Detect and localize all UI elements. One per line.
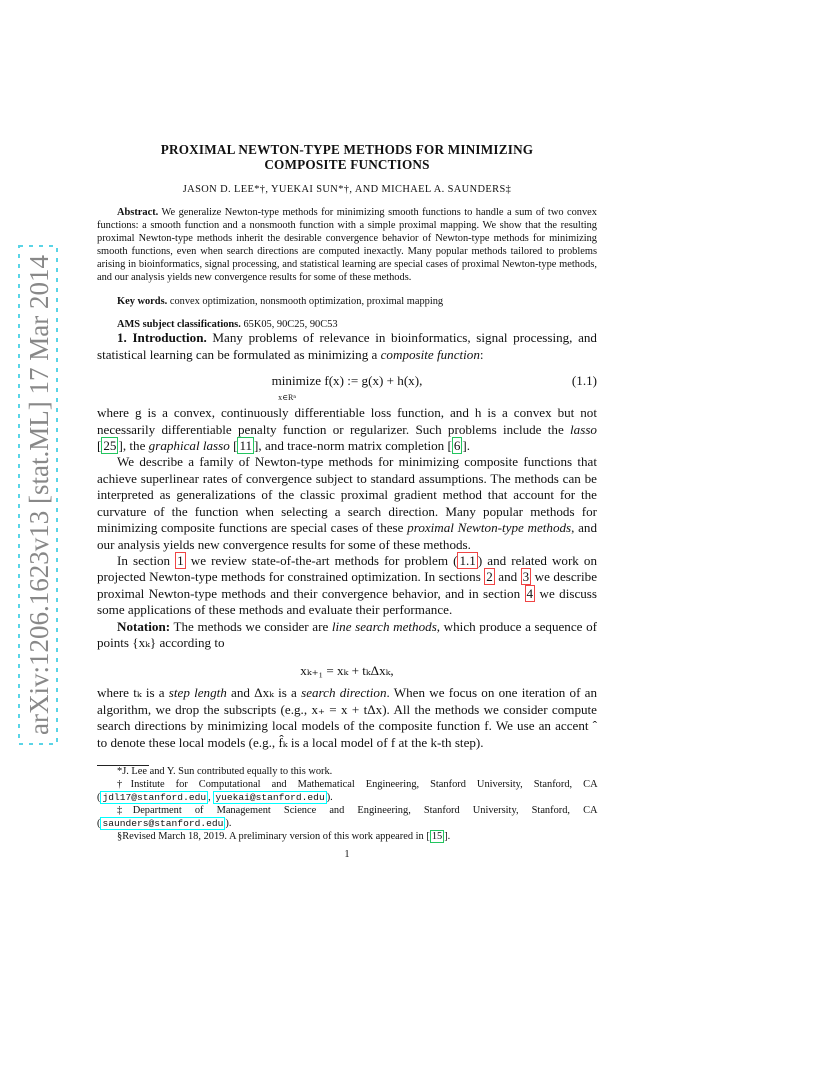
section-ref-link[interactable]: 4 (526, 585, 534, 601)
citation-link[interactable]: 15 (431, 830, 443, 842)
section-ref-link[interactable]: 1 (177, 552, 184, 568)
intro-paragraph-4: In section 1 we review state-of-the-art methods for problem ( 1.1 ) and related work on projected Newton-type methods for constrained optimization. In sections 2 and 3 we describe proximal Newton-type methods and their convergence behavior, and in section 4 we discuss some applications of these methods and evaluate their performance. (97, 552, 598, 618)
authors: JASON D. LEE*†, YUEKAI SUN*†, AND MICHAEL A. SAUNDERS‡ (182, 184, 512, 195)
email-link[interactable]: jdl17@stanford.edu (102, 791, 207, 803)
email-link[interactable]: saunders@stanford.edu (102, 817, 224, 829)
intro-paragraph-3: We describe a family of Newton-type methods for minimizing composite functions that achieve superlinear rates of convergence subject to standard assumptions. The methods can be interpreted as generalizations of the classic proximal gradient method that account for the curvature of the function when selecting a search direction. Many popular methods for minimizing composite functions are special cases of these proximal Newton-type methods, and our analysis yields new convergence results for some of these methods. (97, 454, 597, 552)
paper-page (97, 142, 597, 860)
paper-title: PROXIMAL NEWTON-TYPE METHODS FOR MINIMIZING COMPOSITE FUNCTIONS (160, 142, 534, 172)
citation-link[interactable]: 6 (453, 438, 461, 454)
arxiv-stamp-text: arXiv:1206.1623v13 [stat.ML] 17 Mar 2014 (24, 255, 54, 735)
notation-paragraph-2: where tₖ is a step length and Δxₖ is a search direction. When we focus on one iteration of an algorithm, we drop the subscripts (e.g., x₊ = x + tΔx). All the methods we consider compute search directions by minimizing local models of the composite function f. We use an accent ˆ to denote these local models (e.g., f̂ₖ is a local model of f at the k-th step). (97, 685, 598, 750)
abstract-label: Abstract. (117, 207, 159, 218)
ams-classifications: AMS subject classifications. 65K05, 90C25, 90C53 (117, 319, 338, 331)
intro-paragraph-2: where g is a convex, continuously differentiable loss function, and h is a convex but not necessarily differentiable penalty function or regularizer. Such problems include the lasso [ 25 ], the graphical lasso [ 11 ], and trace-norm matrix completion [ 6 ]. (97, 405, 597, 454)
abstract-text: We generalize Newton-type methods for minimizing smooth functions to handle a sum of two convex functions: a smooth function and a nonsmooth function with a simple proximal mapping. We show that the resulting proximal Newton-type methods inherit the desirable convergence behavior of Newton-type methods for minimizing smooth functions, even when search directions are computed inexactly. Many popular methods tailored to problems arising in bioinformatics, signal processing, and statistical learning are special cases of proximal Newton-type methods, and our analysis yields new convergence results for some of these methods. (97, 207, 597, 283)
citation-link[interactable]: 25 (103, 438, 117, 454)
arxiv-stamp (18, 245, 58, 745)
section-heading: 1. Introduction. (117, 330, 207, 346)
section-ref-link[interactable]: 3 (522, 569, 530, 585)
equation-update: xₖ₊₁ = xₖ + tₖΔxₖ, (300, 663, 394, 679)
keywords: Key words. convex optimization, nonsmooth optimization, proximal mapping (117, 296, 444, 308)
equation-1-1: minimize f(x) := g(x) + h(x), x∈Rⁿ (1.1) (271, 373, 597, 402)
email-link[interactable]: yuekai@stanford.edu (215, 791, 325, 803)
footnotes: *J. Lee and Y. Sun contributed equally to this work. †Institute for Computational and Mathematical Engineering, Stanford University, Stanford, CA ( jdl17@stanford.edu , yuekai@stanford.edu ). ‡Department of Management Science and Engineering, Stanford University, Stanford, CA ( saunders@stanford.edu ). §Revised March 18, 2019. A preliminary version of this work appeared in [ 15 ]. (97, 765, 597, 842)
citation-link[interactable]: 11 (239, 438, 253, 454)
page-number: 1 (344, 849, 350, 861)
equation-ref-link[interactable]: 1.1 (459, 552, 476, 568)
intro-paragraph-1: 1. Introduction. Many problems of relevance in bioinformatics, signal processing, and statistical learning can be formulated as minimizing a composite function: (97, 330, 597, 362)
section-ref-link[interactable]: 2 (486, 569, 493, 585)
notation-paragraph: Notation: The methods we consider are line search methods, which produce a sequence of points {xₖ} according to (97, 618, 597, 650)
equation-number: (1.1) (571, 373, 597, 389)
abstract (97, 207, 597, 284)
